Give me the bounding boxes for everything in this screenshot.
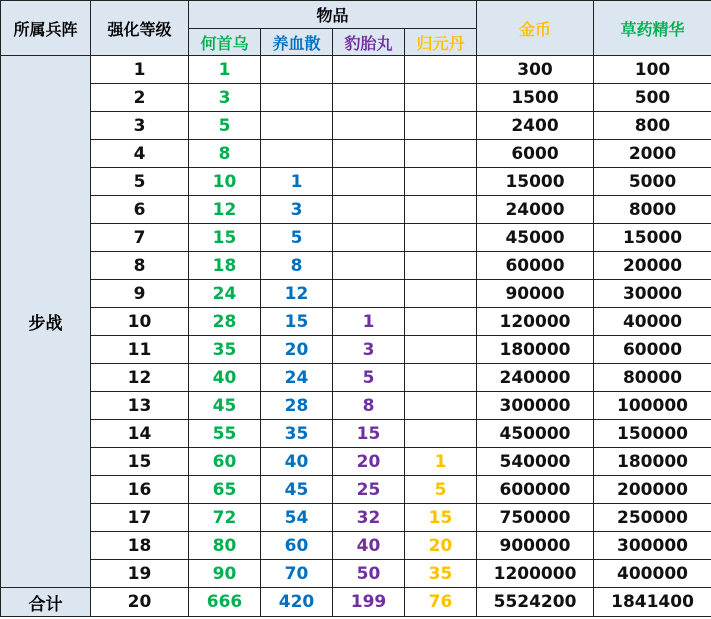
cell-item4 [405, 196, 477, 224]
cell-item2: 8 [261, 252, 333, 280]
table-row [1, 56, 711, 84]
cell-item1: 8 [189, 140, 261, 168]
cell-item4: 5 [405, 476, 477, 504]
total-item3: 199 [333, 588, 405, 617]
cell-item4 [405, 336, 477, 364]
header-item3: 豹胎丸 [333, 29, 405, 56]
cell-item3: 25 [333, 476, 405, 504]
cell-item1: 1 [189, 56, 261, 84]
cell-gold: 15000 [477, 168, 594, 196]
cell-level: 15 [91, 448, 189, 476]
cell-item2 [261, 84, 333, 112]
cell-gold: 300 [477, 56, 594, 84]
cell-level: 4 [91, 140, 189, 168]
cell-herb: 30000 [594, 280, 711, 308]
cell-level: 9 [91, 280, 189, 308]
table-row [1, 532, 711, 560]
cell-item4 [405, 252, 477, 280]
cell-item1: 40 [189, 364, 261, 392]
cell-item1: 12 [189, 196, 261, 224]
cell-item2: 60 [261, 532, 333, 560]
cell-item2: 70 [261, 560, 333, 588]
table-row [1, 140, 711, 168]
cell-herb: 80000 [594, 364, 711, 392]
cell-level: 13 [91, 392, 189, 420]
cell-level: 11 [91, 336, 189, 364]
header-item1: 何首乌 [189, 29, 261, 56]
cell-herb: 250000 [594, 504, 711, 532]
table-row [1, 364, 711, 392]
table-row [1, 308, 711, 336]
table-row [1, 392, 711, 420]
header-gold: 金币 [477, 1, 594, 56]
total-row [1, 588, 711, 617]
cell-level: 6 [91, 196, 189, 224]
table-row [1, 196, 711, 224]
cell-herb: 40000 [594, 308, 711, 336]
cell-item1: 18 [189, 252, 261, 280]
cell-item3 [333, 224, 405, 252]
cell-herb: 200000 [594, 476, 711, 504]
cell-level: 14 [91, 420, 189, 448]
cell-item2: 35 [261, 420, 333, 448]
cell-item1: 28 [189, 308, 261, 336]
cell-gold: 120000 [477, 308, 594, 336]
cell-gold: 600000 [477, 476, 594, 504]
cell-gold: 180000 [477, 336, 594, 364]
header-unit: 所属兵阵 [1, 1, 91, 56]
cell-item1: 15 [189, 224, 261, 252]
cell-item1: 3 [189, 84, 261, 112]
cell-item4 [405, 112, 477, 140]
cell-item1: 80 [189, 532, 261, 560]
cell-item4: 35 [405, 560, 477, 588]
cell-gold: 24000 [477, 196, 594, 224]
cell-item1: 35 [189, 336, 261, 364]
cell-gold: 45000 [477, 224, 594, 252]
cell-herb: 100000 [594, 392, 711, 420]
table-row [1, 476, 711, 504]
total-item1: 666 [189, 588, 261, 617]
cell-gold: 240000 [477, 364, 594, 392]
cell-item4 [405, 84, 477, 112]
cell-gold: 60000 [477, 252, 594, 280]
cell-item2: 54 [261, 504, 333, 532]
cell-level: 12 [91, 364, 189, 392]
table-row [1, 420, 711, 448]
cell-item4 [405, 308, 477, 336]
cell-level: 7 [91, 224, 189, 252]
cell-item4 [405, 224, 477, 252]
cell-item3 [333, 84, 405, 112]
cell-item3 [333, 112, 405, 140]
table-row [1, 504, 711, 532]
table-row [1, 224, 711, 252]
cell-herb: 180000 [594, 448, 711, 476]
header-level: 强化等级 [91, 1, 189, 56]
cell-herb: 100 [594, 56, 711, 84]
cell-gold: 750000 [477, 504, 594, 532]
cell-gold: 540000 [477, 448, 594, 476]
cell-item1: 55 [189, 420, 261, 448]
cell-gold: 450000 [477, 420, 594, 448]
cell-gold: 2400 [477, 112, 594, 140]
cell-gold: 6000 [477, 140, 594, 168]
cell-item3: 15 [333, 420, 405, 448]
table-row [1, 84, 711, 112]
table-row [1, 448, 711, 476]
cell-level: 19 [91, 560, 189, 588]
table-row [1, 112, 711, 140]
cell-item2: 24 [261, 364, 333, 392]
table-row [1, 336, 711, 364]
cell-item4: 1 [405, 448, 477, 476]
cell-item1: 5 [189, 112, 261, 140]
table-row [1, 168, 711, 196]
cell-item3: 32 [333, 504, 405, 532]
cell-level: 8 [91, 252, 189, 280]
cell-item3: 50 [333, 560, 405, 588]
cell-item2: 45 [261, 476, 333, 504]
cell-item2: 12 [261, 280, 333, 308]
cell-herb: 5000 [594, 168, 711, 196]
cell-item3: 20 [333, 448, 405, 476]
cell-item4 [405, 140, 477, 168]
cell-item3 [333, 280, 405, 308]
cell-level: 10 [91, 308, 189, 336]
cell-gold: 300000 [477, 392, 594, 420]
cell-item4 [405, 280, 477, 308]
cell-item4 [405, 364, 477, 392]
cell-item3 [333, 168, 405, 196]
cell-item2: 15 [261, 308, 333, 336]
header-items-group: 物品 [189, 1, 477, 29]
cell-item4 [405, 420, 477, 448]
cell-item2 [261, 112, 333, 140]
cell-item3 [333, 56, 405, 84]
cell-item1: 72 [189, 504, 261, 532]
cell-herb: 60000 [594, 336, 711, 364]
header-item2: 养血散 [261, 29, 333, 56]
cell-item3 [333, 140, 405, 168]
cell-item4: 15 [405, 504, 477, 532]
cell-item3: 40 [333, 532, 405, 560]
cell-item1: 60 [189, 448, 261, 476]
unit-name-cell: 步战 [1, 56, 91, 588]
cell-level: 2 [91, 84, 189, 112]
cell-herb: 20000 [594, 252, 711, 280]
cell-item3: 5 [333, 364, 405, 392]
cell-item4 [405, 56, 477, 84]
total-herb: 1841400 [594, 588, 711, 617]
cell-item4 [405, 392, 477, 420]
cell-item2: 40 [261, 448, 333, 476]
total-gold: 5524200 [477, 588, 594, 617]
cell-gold: 1500 [477, 84, 594, 112]
cell-level: 18 [91, 532, 189, 560]
cell-item2: 1 [261, 168, 333, 196]
cell-item3: 1 [333, 308, 405, 336]
cell-item3 [333, 252, 405, 280]
cell-herb: 8000 [594, 196, 711, 224]
cell-item4: 20 [405, 532, 477, 560]
cell-level: 1 [91, 56, 189, 84]
total-level: 20 [91, 588, 189, 617]
cell-item2: 3 [261, 196, 333, 224]
cell-item2 [261, 140, 333, 168]
cell-herb: 400000 [594, 560, 711, 588]
cell-item2: 28 [261, 392, 333, 420]
cell-level: 5 [91, 168, 189, 196]
cell-herb: 500 [594, 84, 711, 112]
header-item4: 归元丹 [405, 29, 477, 56]
cell-gold: 900000 [477, 532, 594, 560]
table-row [1, 280, 711, 308]
cell-herb: 800 [594, 112, 711, 140]
cell-gold: 90000 [477, 280, 594, 308]
cell-item2: 5 [261, 224, 333, 252]
table-body [1, 56, 711, 588]
cell-gold: 1200000 [477, 560, 594, 588]
total-item4: 76 [405, 588, 477, 617]
cell-herb: 150000 [594, 420, 711, 448]
cell-level: 16 [91, 476, 189, 504]
table-row [1, 252, 711, 280]
cell-item4 [405, 168, 477, 196]
cell-item2 [261, 56, 333, 84]
cell-item1: 45 [189, 392, 261, 420]
header-herb: 草药精华 [594, 1, 711, 56]
cell-herb: 300000 [594, 532, 711, 560]
total-item2: 420 [261, 588, 333, 617]
table-row [1, 560, 711, 588]
cell-herb: 2000 [594, 140, 711, 168]
total-label: 合计 [1, 588, 91, 617]
cell-item1: 65 [189, 476, 261, 504]
cell-level: 3 [91, 112, 189, 140]
cell-item2: 20 [261, 336, 333, 364]
cell-item3: 3 [333, 336, 405, 364]
cell-herb: 15000 [594, 224, 711, 252]
cell-item1: 90 [189, 560, 261, 588]
cell-item3: 8 [333, 392, 405, 420]
cell-level: 17 [91, 504, 189, 532]
cell-item3 [333, 196, 405, 224]
cell-item1: 24 [189, 280, 261, 308]
cell-item1: 10 [189, 168, 261, 196]
